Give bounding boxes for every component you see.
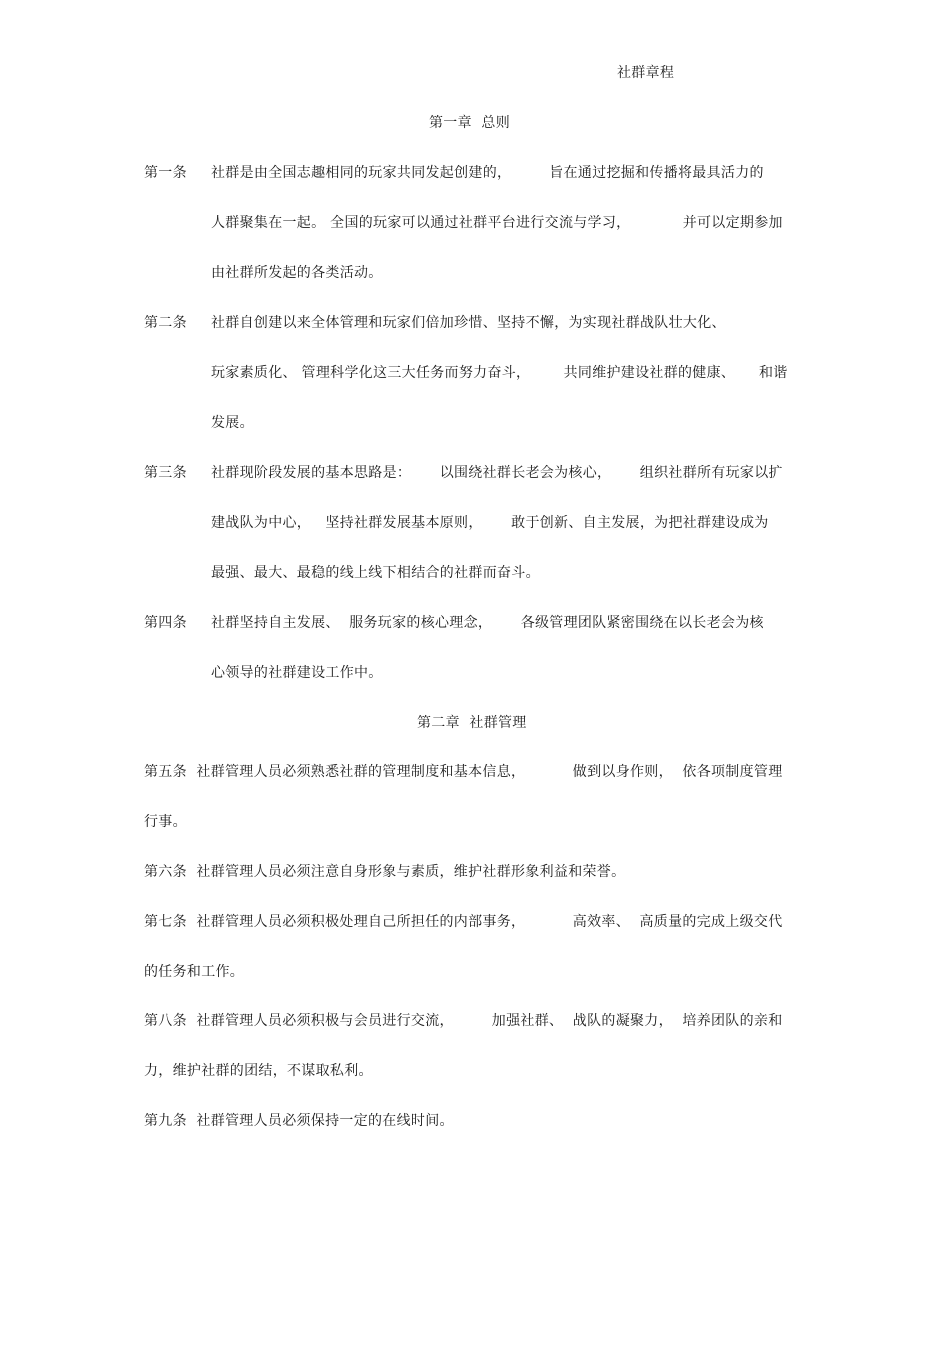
article3-line1: 社群现阶段发展的基本思路是： 以围绕社群长老会为核心， 组织社群所有玩家以扩 — [211, 465, 783, 481]
article2-label: 第二条 — [144, 315, 187, 331]
chapter2-heading: 第二章 社群管理 — [417, 715, 527, 731]
article4-label: 第四条 — [144, 615, 187, 631]
article1-line2: 人群聚集在一起。 全国的玩家可以通过社群平台进行交流与学习， 并可以定期参加 — [211, 215, 783, 231]
article7-line1: 第七条 社群管理人员必须积极处理自己所担任的内部事务， 高效率、 高质量的完成上级交代 — [144, 914, 783, 930]
article1-line1: 社群是由全国志趣相同的玩家共同发起创建的， 旨在通过挖掘和传播将最具活力的 — [211, 165, 764, 181]
article8-line2: 力，维护社群的团结，不谋取私利。 — [144, 1063, 373, 1079]
document-title: 社群章程 — [617, 65, 675, 81]
article4-line1: 社群坚持自主发展、 服务玩家的核心理念， 各级管理团队紧密围绕在以长老会为核 — [211, 615, 764, 631]
article1-label: 第一条 — [144, 165, 187, 181]
article7-line2: 的任务和工作。 — [144, 964, 245, 980]
article3-line3: 最强、最大、最稳的线上线下相结合的社群而奋斗。 — [211, 565, 540, 581]
article5-line2: 行事。 — [144, 814, 187, 830]
article2-line3: 发展。 — [211, 415, 254, 431]
article9-line1: 第九条 社群管理人员必须保持一定的在线时间。 — [144, 1113, 454, 1129]
chapter1-heading: 第一章 总则 — [429, 115, 510, 131]
article3-line2: 建战队为中心， 坚持社群发展基本原则， 敢于创新、自主发展，为把社群建设成为 — [211, 515, 769, 531]
article3-label: 第三条 — [144, 465, 187, 481]
article1-line3: 由社群所发起的各类活动。 — [211, 265, 383, 281]
article4-line2: 心领导的社群建设工作中。 — [211, 665, 383, 681]
article2-line1: 社群自创建以来全体管理和玩家们倍加珍惜、坚持不懈，为实现社群战队壮大化、 — [211, 315, 726, 331]
article2-line2: 玩家素质化、 管理科学化这三大任务而努力奋斗， 共同维护建设社群的健康、 和谐 — [211, 365, 788, 381]
article5-line1: 第五条 社群管理人员必须熟悉社群的管理制度和基本信息， 做到以身作则， 依各项制度管理 — [144, 764, 783, 780]
article6-line1: 第六条 社群管理人员必须注意自身形象与素质，维护社群形象利益和荣誉。 — [144, 864, 626, 880]
article8-line1: 第八条 社群管理人员必须积极与会员进行交流， 加强社群、 战队的凝聚力， 培养团队的亲和 — [144, 1013, 783, 1029]
